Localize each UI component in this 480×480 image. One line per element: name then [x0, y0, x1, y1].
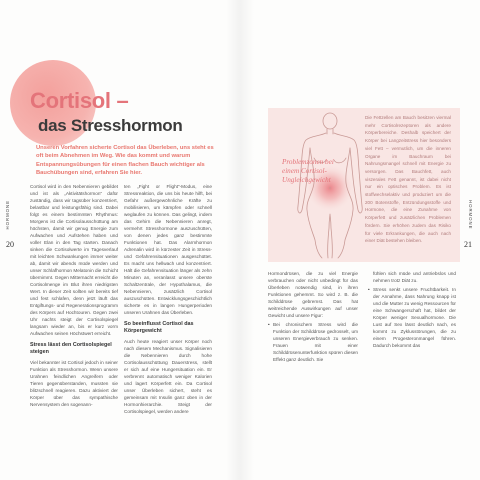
body-inner-legs — [328, 214, 333, 258]
infobox-title: Problemzonen bei einem Cortisol-Ungleichgewicht — [282, 158, 334, 184]
article-intro: Unseren Vorfahren sicherte Cortisol das Überleben, uns steht es oft beim Abnehmen im Weg. Wie das kommt und warum Entspannungsübungen für einen flachen Bauch wichtiger als Bauchübungen sind, erfahren Sie hier. — [36, 145, 214, 176]
column4-bullet-continuation: fühlen sich müde und antriebslos und nehmen trotz Diät zu. — [373, 271, 456, 283]
column1-subheading: Stress lässt den Cortisolspiegel steigen — [30, 342, 112, 355]
article-subtitle: das Stresshormon — [38, 116, 183, 135]
text-column-1 — [30, 183, 118, 448]
column1-paragraph1: Cortisol wird in den Nebennieren gebildet und ist als „Aktivitätshormon“ dafür zuständig, dass wir tagsüber konzentriert, belastbar und leistungsfähig sind. Dabei folgt es einem bestimmten Rhythmus: Morgens ist die Cortisolausschüttung am höchsten, damit wir genug Energie zum Aufwachen und Aufstehen haben und voller Elan in den Tag starten. Danach sinken die Cortisolwerte im Tagesverlauf mit leichten Schwankungen immer weiter ab, damit wir abends müde werden und unser Schlafhormon Melatonin die Schicht übernimmt. Gegen Mitternacht erreicht die Cortisolmenge im Blut ihren niedrigsten Wert. In dieser Zeit sollten wir bereits tief und fest schlafen, denn jetzt läuft das Entgiftungs- und Regenerationsprogramm des Körpers auf Hochtouren. Gegen zwei Uhr nachts steigt der Cortisolspiegel langsam wieder an, bis er kurz vorm Aufwachen seinen Höchstwert erreicht. — [30, 184, 118, 336]
column1-paragraph2: Viel bekannter ist Cortisol jedoch in seiner Funktion als Stresshormon. Wenn unsere Urahnen feindlichen Angreifern oder Tieren gegenüberstanden, mussten sie blitzschnell reagieren. Dazu aktiviert der Körper über das sympathische Nervensystem den sogenann- — [30, 360, 118, 407]
body-navel — [329, 187, 330, 188]
column3-paragraph1: Hormondrüsen, die zu viel Energie verbrauchen oder nicht unbedingt für das Überleben notwendig sind, in ihren Funktionen gehemmt. So wird z. B. die Schilddrüse gebremst. Das hat weitreichende Auswirkungen auf unser Gewicht und unsere Figur: — [268, 271, 358, 318]
text-column-3 — [268, 270, 358, 395]
infobox — [268, 108, 460, 262]
section-label-right: HORMONE — [468, 200, 473, 230]
column2-paragraph2: Auch heute reagiert unser Körper noch nach diesem Mechanismus. Signalisieren die Nebennieren durch hohe Cortisolausschüttung Dauerstress, stellt er sich auf eine Hungersituation ein. Er verbrennt automatisch weniger Kalorien und lagert Körperfett ein. Da Cortisol unser Überleben sichert, steht es gemeinsam mit Insulin ganz oben in der Hormonhierarchie. Steigt der Cortisolspiegel, werden andere — [124, 339, 212, 414]
body-head — [323, 113, 337, 129]
text-column-4 — [368, 270, 456, 380]
text-column-2 — [124, 183, 212, 428]
right-page — [240, 0, 480, 480]
page-number-right: 21 — [464, 240, 472, 249]
page-number-left: 20 — [6, 240, 14, 249]
column2-paragraph1: ten „Fight or Flight“-Modus, eine Stressreaktion, die uns bis heute hilft, bei Gefahr außergewöhnliche Kräfte zu mobilisieren, um kämpfen oder schnell weglaufen zu können. Das gelingt, indem das Gehirn die Nebennieren anregt, vermehrt Stresshormone auszuschütten, von denen jedes ganz bestimmte Funktionen hat. Das Alarmhormon Adrenalin wird in kürzester Zeit in Stress- und Gefahrensituationen ausgeschüttet. Es macht uns hellwach und konzentriert. Hält die Gefahrensituation länger als zehn Minuten an, veranlasst unsere oberste Schaltzentrale, der Hypothalamus, die Nebennieren, zusätzlich Cortisol auszuschütten. Entwicklungsgeschichtlich sicherte es in langen Hungerperioden unseren Urahnen das Überleben. — [124, 184, 212, 315]
column4-bullet-item: • Stress senkt unsere Fruchtbarkeit. In der Annahme, dass Nahrung knapp ist und die Mutter zu wenig Ressourcen für eine Schwangerschaft hat, bildet der Körper weniger Sexualhormone. Die Lust auf Sex lässt deutlich nach, es kommt zu Zyklusstörungen, die zu einem Progesteronmangel führen. Dadurch bekommt das — [368, 286, 456, 349]
infobox-text: Die Fettzellen am Bauch besitzen viermal mehr Cortisolrezeptoren als andere Körperbereiche. Deshalb speichert der Körper bei Langzeitstress hier besonders viel Fett – vermutlich, um die inneren Organe im Bauchraum bei Nahrungsmangel schnell mit Energie zu versorgen. Das Bauchfett, auch viszerales Fett genannt, ist dabei nicht nur ein optisches Problem. Es ist stoffwechselaktiv und produziert um die 200 Botenstoffe, Entzündungsstoffe und Hormone, die eine Zunahme von Körperfett und zusätzlichen Problemen fördern. Sie erhöhen zudem das Risiko für viele Erkrankungen, die auch nach einer Diät bestehen bleiben. — [365, 115, 451, 244]
article-title: Cortisol – — [30, 88, 129, 113]
body-neck — [327, 129, 333, 134]
column2-subheading: So beeinflusst Cortisol das Körpergewicht — [124, 321, 194, 334]
section-label-left: HORMONE — [5, 200, 10, 230]
column3-bullet-item: • Bei chronischem Stress wird die Funktion der Schilddrüse gedrosselt, um unseren Energieverbrauch zu senken. Frauen mit einer Schilddrüsenunterfunktion spüren diesen Effekt ganz deutlich. Sie — [268, 321, 358, 363]
